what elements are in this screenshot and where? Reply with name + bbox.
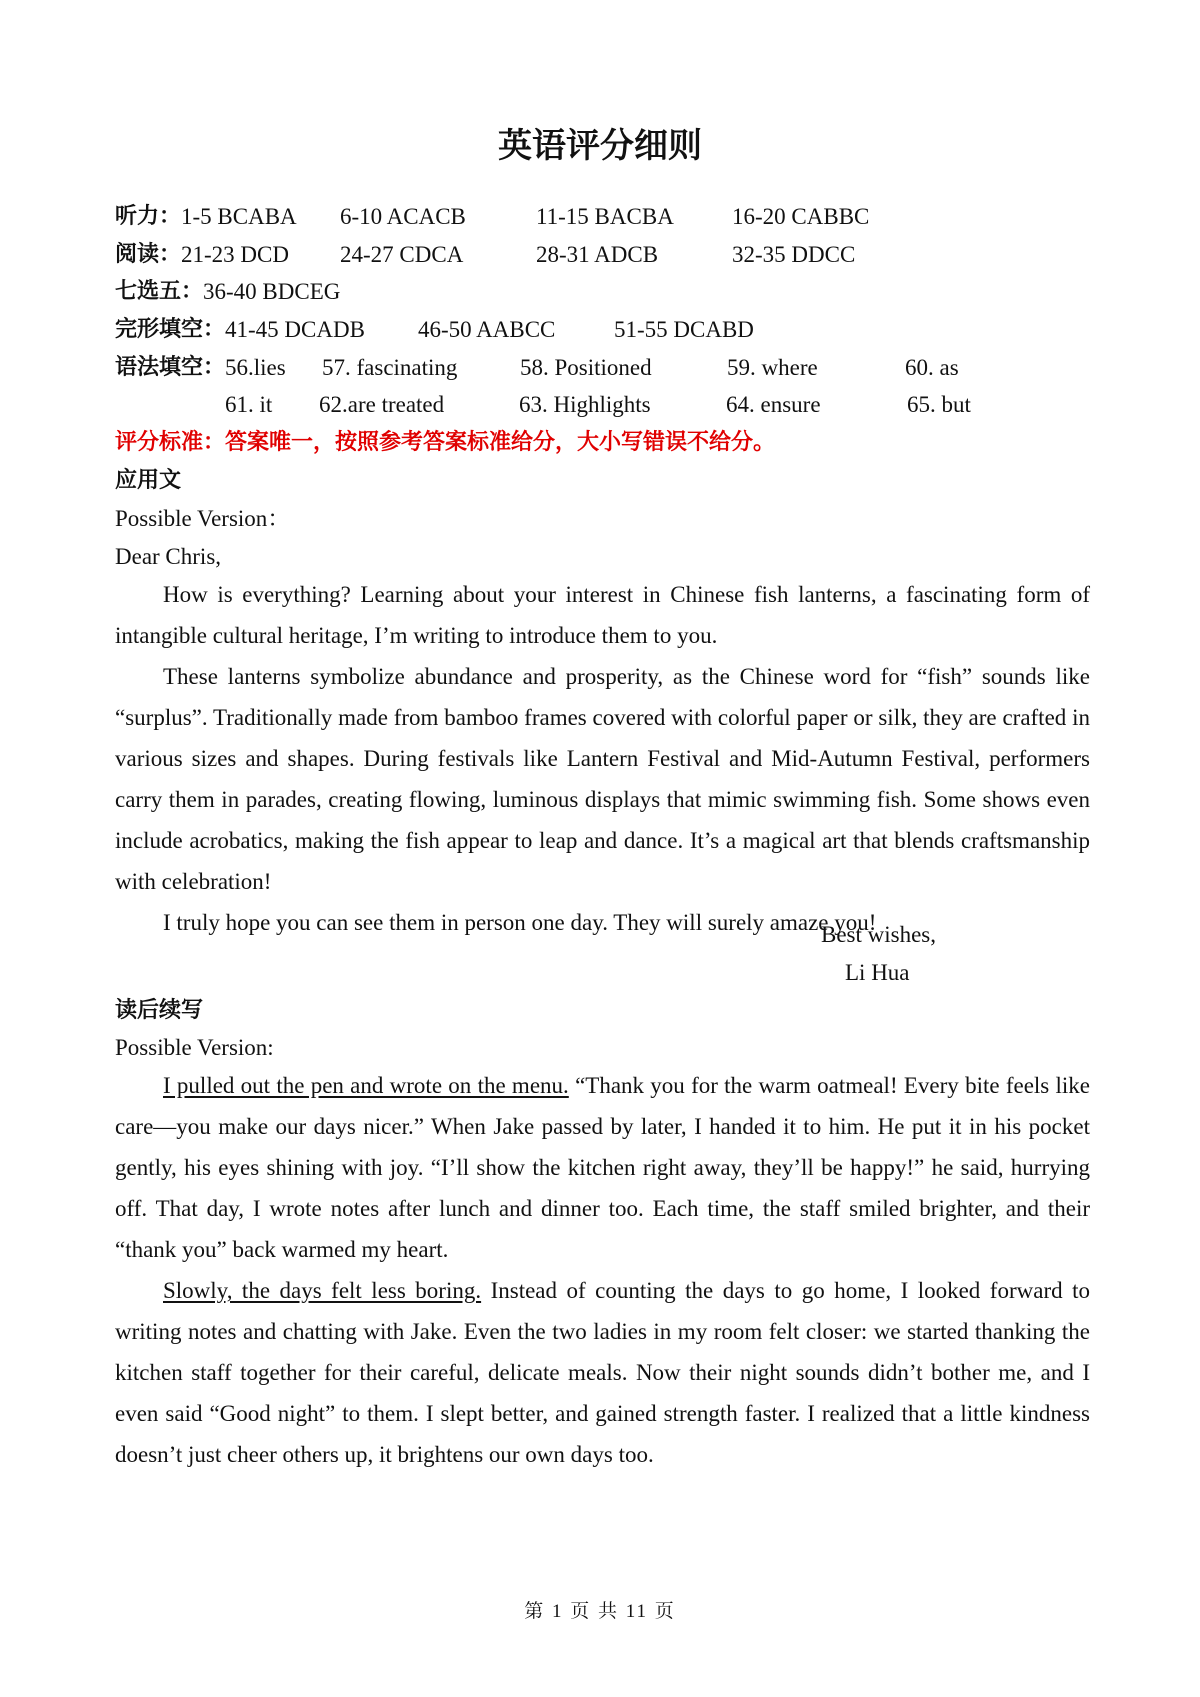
paragraph-text: “Thank you for the warm oatmeal! Every bite feels like care—you make our days nicer.” When Jake passed by later, I handed it to him. He put it in his pocket gently, his eyes shining with joy. “I’ll show the kitchen right away, they’ll be happy!” he said, hurrying off. That day, I wrote notes after lunch and dinner too. Each time, the staff smiled brighter, and their “thank you” back warmed my heart. — [115, 1073, 1090, 1262]
continuation-body — [115, 1065, 1090, 1475]
answer-group: 6-10 ACACB — [340, 204, 466, 229]
listening-answers-row — [115, 196, 1075, 237]
letter-greeting: Dear Chris, — [115, 544, 222, 569]
grammar-answers-row-1 — [115, 347, 1075, 388]
answer-group: 16-20 CABBC — [732, 204, 870, 229]
grammar-label: 语法填空： — [115, 355, 226, 380]
seven-five-label: 七选五： — [115, 279, 204, 304]
answer-item: 60. as — [905, 355, 959, 380]
answer-group: 51-55 DCABD — [614, 317, 754, 342]
page-title: 英语评分细则 — [498, 126, 702, 166]
reading-label: 阅读： — [115, 242, 182, 267]
answer-item: 63. Highlights — [519, 392, 651, 417]
scoring-note: 评分标准：答案唯一，按照参考答案标准给分，大小写错误不给分。 — [115, 430, 776, 455]
letter-closing: Best wishes, — [821, 922, 936, 947]
listening-label: 听力： — [115, 204, 182, 229]
letter-body — [115, 574, 1090, 943]
answer-item: 65. but — [907, 392, 971, 417]
answer-item: 56.lies — [225, 355, 286, 380]
answer-item: 64. ensure — [726, 392, 821, 417]
answer-group: 1-5 BCABA — [181, 204, 297, 229]
letter-paragraph: How is everything? Learning about your interest in Chinese fish lanterns, a fascinating form of intangible cultural heritage, I’m writing to introduce them to you. — [115, 582, 1090, 648]
answer-group: 24-27 CDCA — [340, 242, 464, 267]
paragraph-text: Instead of counting the days to go home, I looked forward to writing notes and chatting with Jake. Even the two ladies in my room felt closer: we started thanking the kitchen staff together for their careful, delicate meals. Now their night sounds didn’t bother me, and I even said “Good night” to them. I slept better, and gained strength faster. I realized that a little kindness doesn’t just cheer others up, it brightens our own days too. — [115, 1278, 1090, 1467]
letter-version-label: Possible Version： — [115, 506, 291, 531]
letter-paragraph: These lanterns symbolize abundance and prosperity, as the Chinese word for “fish” sounds like “surplus”. Traditionally made from bamboo frames covered with colorful paper or silk, they are crafted in various sizes and shapes. During festivals like Lantern Festival and Mid-Autumn Festival, performers carry them in parades, creating flowing, luminous displays that mimic swimming fish. Some shows even include acrobatics, making the fish appear to leap and dance. It’s a magical art that blends craftsmanship with celebration! — [115, 664, 1090, 894]
page-footer: 第 1 页 共 11 页 — [524, 1601, 676, 1622]
grammar-answers-row-2 — [115, 384, 1075, 425]
answer-item: 61. it — [225, 392, 273, 417]
answer-group: 32-35 DDCC — [732, 242, 856, 267]
cloze-answers-row — [115, 309, 1075, 350]
letter-paragraph: I truly hope you can see them in person one day. They will surely amaze you! — [163, 910, 877, 935]
answer-item: 62.are treated — [319, 392, 445, 417]
paragraph-opening-sentence: Slowly, the days felt less boring. — [163, 1278, 482, 1303]
answer-item: 58. Positioned — [520, 355, 652, 380]
answer-group: 36-40 BDCEG — [203, 279, 341, 304]
reading-answers-row — [115, 234, 1075, 275]
continuation-paragraph — [115, 1270, 1090, 1475]
answer-item: 59. where — [727, 355, 818, 380]
seven-five-answers-row — [115, 271, 1075, 312]
continuation-paragraph — [115, 1065, 1090, 1270]
letter-signature: Li Hua — [845, 960, 910, 985]
letter-heading: 应用文 — [115, 468, 182, 493]
answer-group: 41-45 DCADB — [225, 317, 365, 342]
paragraph-opening-sentence: I pulled out the pen and wrote on the menu. — [163, 1073, 569, 1098]
continuation-version-label: Possible Version: — [115, 1035, 274, 1060]
continuation-heading: 读后续写 — [115, 998, 204, 1023]
answer-group: 28-31 ADCB — [536, 242, 659, 267]
answer-group: 46-50 AABCC — [418, 317, 556, 342]
answer-group: 11-15 BACBA — [536, 204, 674, 229]
answer-item: 57. fascinating — [322, 355, 458, 380]
cloze-label: 完形填空： — [115, 317, 226, 342]
answer-group: 21-23 DCD — [181, 242, 289, 267]
